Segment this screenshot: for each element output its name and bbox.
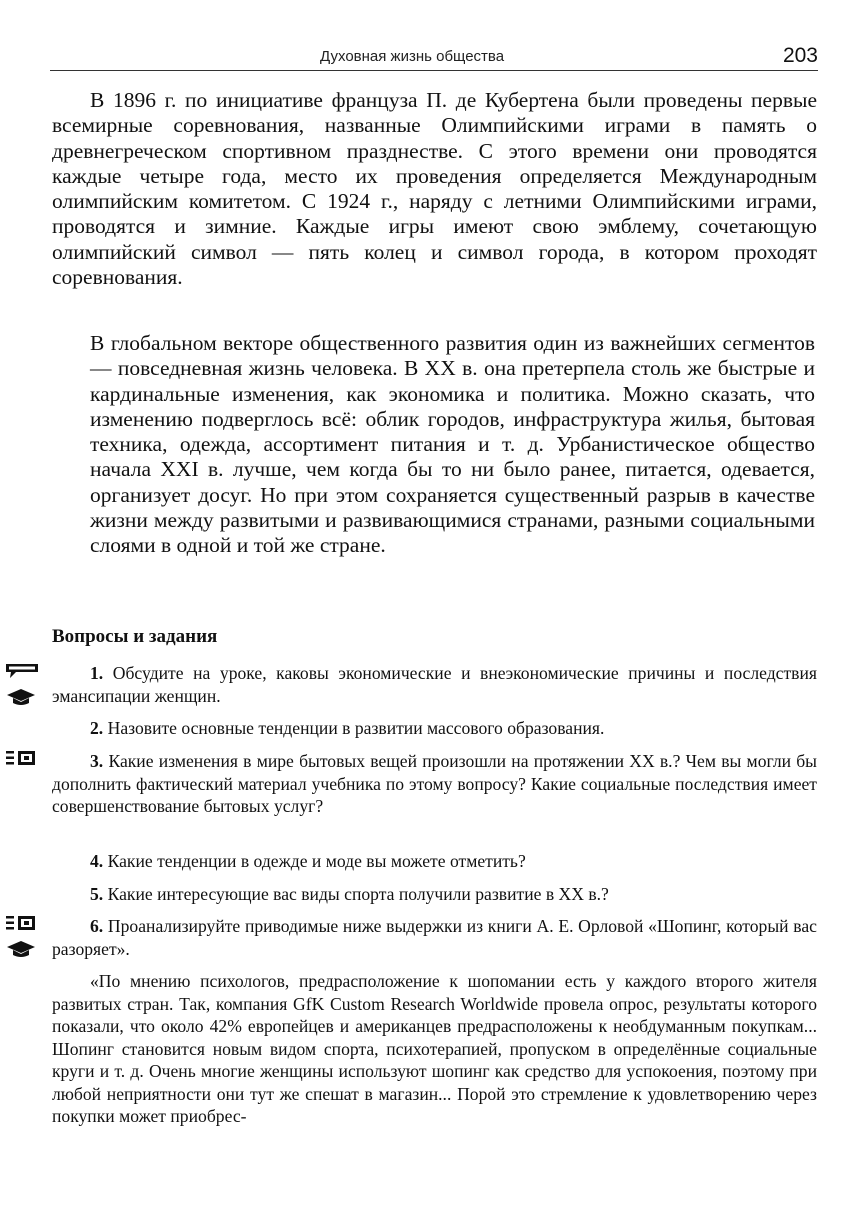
paragraph-olympics: В 1896 г. по инициативе француза П. де Кубертена были проведены первые всемирные соревнования, названные Олимпийскими играми в память о древнегреческом спортивном празднестве. С этого времени они проводятся каждые четыре года, место их проведения определяется Международным олимпийским комитетом. С 1924 г., наряду с летними Олимпийскими играми, проводятся и зимние. Каждые игры имеют свою эмблему, сочетающую олимпийский символ — пять колец и символ города, в котором проходят соревнования. (52, 88, 817, 290)
graduation-cap-icon (6, 940, 36, 958)
question-item (52, 850, 817, 873)
question-item (52, 750, 817, 818)
question-text: Какие изменения в мире бытовых вещей произошли на протяжении XX в.? Чем вы могли бы дополнить фактический материал учебника по этому вопросу? Какие социальные последствия имеет совершенствование бытовых услуг? (52, 751, 818, 816)
question-text: Обсудите на уроке, каковы экономические и внеэкономические причины и последствия эмансипации женщин. (52, 663, 817, 706)
question-text: Какие тенденции в одежде и моде вы можете отметить? (107, 851, 526, 871)
question-text: Назовите основные тенденции в развитии массового образования. (107, 718, 605, 738)
question-number: 5. (90, 884, 104, 904)
section-title: Вопросы и задания (52, 626, 218, 647)
question-item (52, 662, 817, 707)
graduation-cap-icon (6, 688, 36, 706)
question-item (52, 915, 817, 960)
quote-excerpt: «По мнению психологов, предрасположение к шопомании есть у каждого второго жителя развитых стран. Так, компания GfK Custom Research Worldwide провела опрос, результаты которого показали, что около 42% европейцев и американцев предрасположены к необдуманным покупкам... Шопинг становится новым видом спорта, психотерапией, пропуском в определённые социальные круги и т. д. Очень многие женщины используют шопинг как средство для успокоения, поэтому при любой неприятности они тут же спешат в магазин... Порой это стремление к удовлетворению через покупки может приобрес- (52, 971, 817, 1126)
question-text: Какие интересующие вас виды спорта получили развитие в XX в.? (107, 884, 609, 904)
page-header (50, 44, 818, 71)
question-item (52, 883, 817, 906)
paragraph-everyday-life: В глобальном векторе общественного развития один из важнейших сегментов — повседневная жизнь человека. В XX в. она претерпела столь же быстрые и кардинальные изменения, как экономика и политика. Можно сказать, что изменению подверглось всё: облик городов, инфраструктура жилья, бытовая техника, одежда, ассортимент питания и т. д. Урбанистическое общество начала XXI в. лучше, чем когда бы то ни было ранее, питается, одевается, организует досуг. Но при этом сохраняется существенный разрыв в качестве жизни между развитыми и развивающимися странами, разными социальными слоями в одной и той же стране. (90, 331, 815, 558)
speech-bubble-icon (4, 662, 40, 680)
document-book-icon (5, 915, 37, 931)
document-book-icon (5, 750, 37, 766)
question-number: 4. (90, 851, 104, 871)
running-title: Духовная жизнь общества (320, 48, 505, 65)
question-number: 3. (90, 751, 104, 771)
question-number: 6. (90, 916, 104, 936)
question-item (52, 717, 817, 740)
question-number: 1. (90, 663, 104, 683)
question-number: 2. (90, 718, 104, 738)
question-text: Проанализируйте приводимые ниже выдержки из книги А. Е. Орловой «Шопинг, который вас разоряет». (52, 916, 817, 959)
page-number: 203 (782, 44, 818, 67)
